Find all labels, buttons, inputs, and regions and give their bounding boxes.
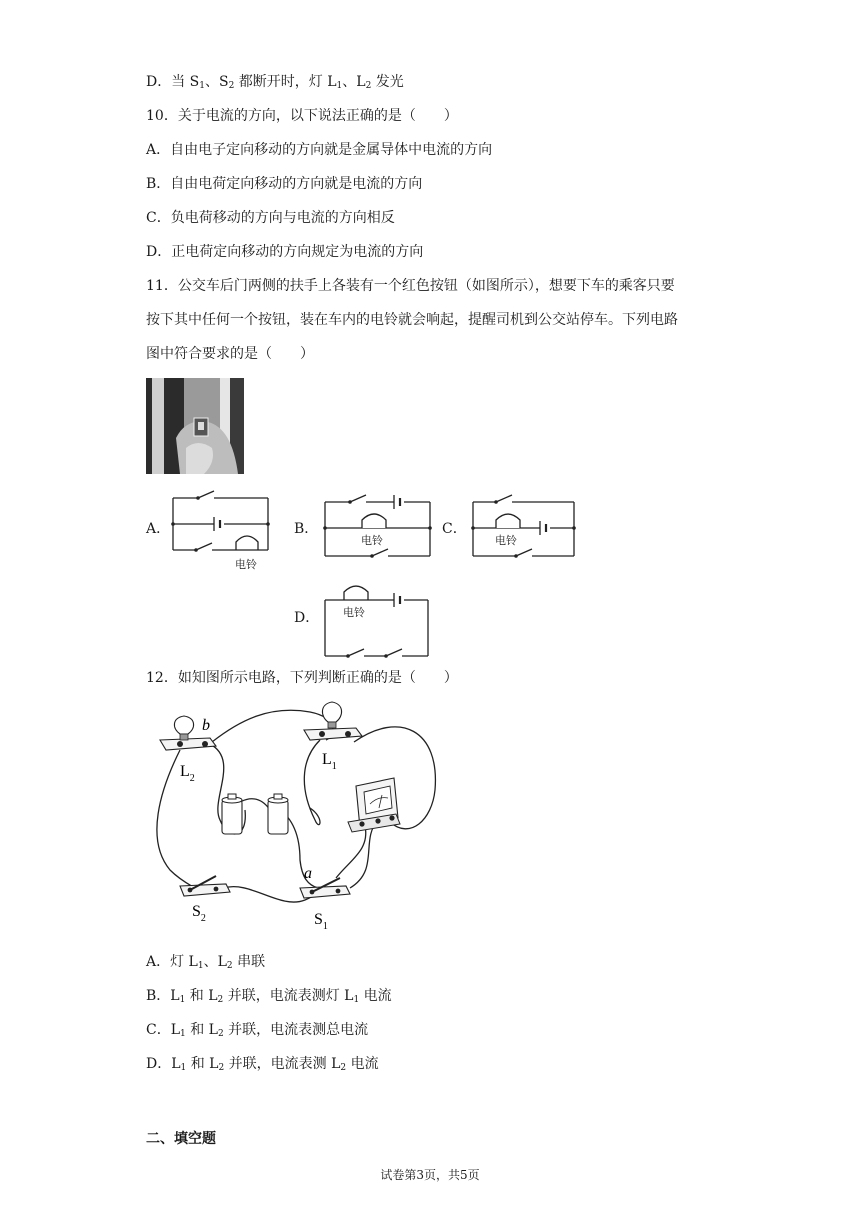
q11-stem-line2: 按下其中任何一个按钮，装在车内的电铃就会响起，提醒司机到公交站停车。下列电路 — [146, 312, 678, 328]
circuit-d-bell-label: 电铃 — [343, 606, 365, 619]
q12-circuit-diagram — [150, 700, 450, 940]
circuit-c-bell-label: 电铃 — [495, 534, 517, 547]
q12-label-s2: $S_2$ — [192, 903, 206, 924]
q11-option-a-label: A． — [146, 521, 171, 537]
circuit-d-diagram — [322, 578, 432, 660]
q12-label-b: b — [202, 717, 210, 734]
q11-option-b-label: B． — [294, 521, 319, 537]
q11-option-c-label: C． — [442, 521, 467, 537]
q12-label-l1: $L_1$ — [322, 751, 337, 772]
q10-option-d: D．正电荷定向移动的方向规定为电流的方向 — [146, 244, 424, 260]
q12-label-a: a — [304, 865, 312, 882]
bus-button-photo — [146, 378, 244, 474]
q11-stem-line1: 11．公交车后门两侧的扶手上各装有一个红色按钮（如图所示），想要下车的乘客只要 — [146, 278, 675, 294]
q10-option-a: A．自由电子定向移动的方向就是金属导体中电流的方向 — [146, 142, 493, 158]
q10-stem: 10．关于电流的方向，以下说法正确的是（ ） — [146, 108, 458, 124]
q12-label-s1: $S_1$ — [314, 911, 328, 932]
q10-option-c: C．负电荷移动的方向与电流的方向相反 — [146, 210, 395, 226]
q12-option-d: D．$L_1$ 和 $L_2$ 并联，电流表测 $L_2$ 电流 — [146, 1056, 379, 1073]
q12-label-l2: $L_2$ — [180, 763, 195, 784]
q10-option-b: B．自由电荷定向移动的方向就是电流的方向 — [146, 176, 423, 192]
page-footer: 试卷第3页，共5页 — [380, 1168, 480, 1182]
q12-option-b: B．$L_1$ 和 $L_2$ 并联，电流表测灯 $L_1$ 电流 — [146, 988, 392, 1005]
q12-option-c: C．$L_1$ 和 $L_2$ 并联，电流表测总电流 — [146, 1022, 369, 1039]
q11-stem-line3: 图中符合要求的是（ ） — [146, 346, 314, 362]
circuit-b-diagram — [322, 490, 434, 560]
section-heading-fill-blank: 二、填空题 — [146, 1131, 216, 1147]
q9-option-d: D．当 $S_1$、$S_2$ 都断开时，灯 $L_1$、$L_2$ 发光 — [146, 74, 404, 91]
circuit-a-bell-label: 电铃 — [235, 558, 257, 571]
circuit-a-diagram — [170, 486, 274, 572]
circuit-b-bell-label: 电铃 — [361, 534, 383, 547]
q12-option-a: A．灯 $L_1$、$L_2$ 串联 — [146, 954, 266, 971]
q12-stem: 12．如知图所示电路，下列判断正确的是（ ） — [146, 670, 458, 686]
circuit-c-diagram — [470, 490, 578, 560]
q11-option-d-label: D． — [294, 610, 320, 626]
